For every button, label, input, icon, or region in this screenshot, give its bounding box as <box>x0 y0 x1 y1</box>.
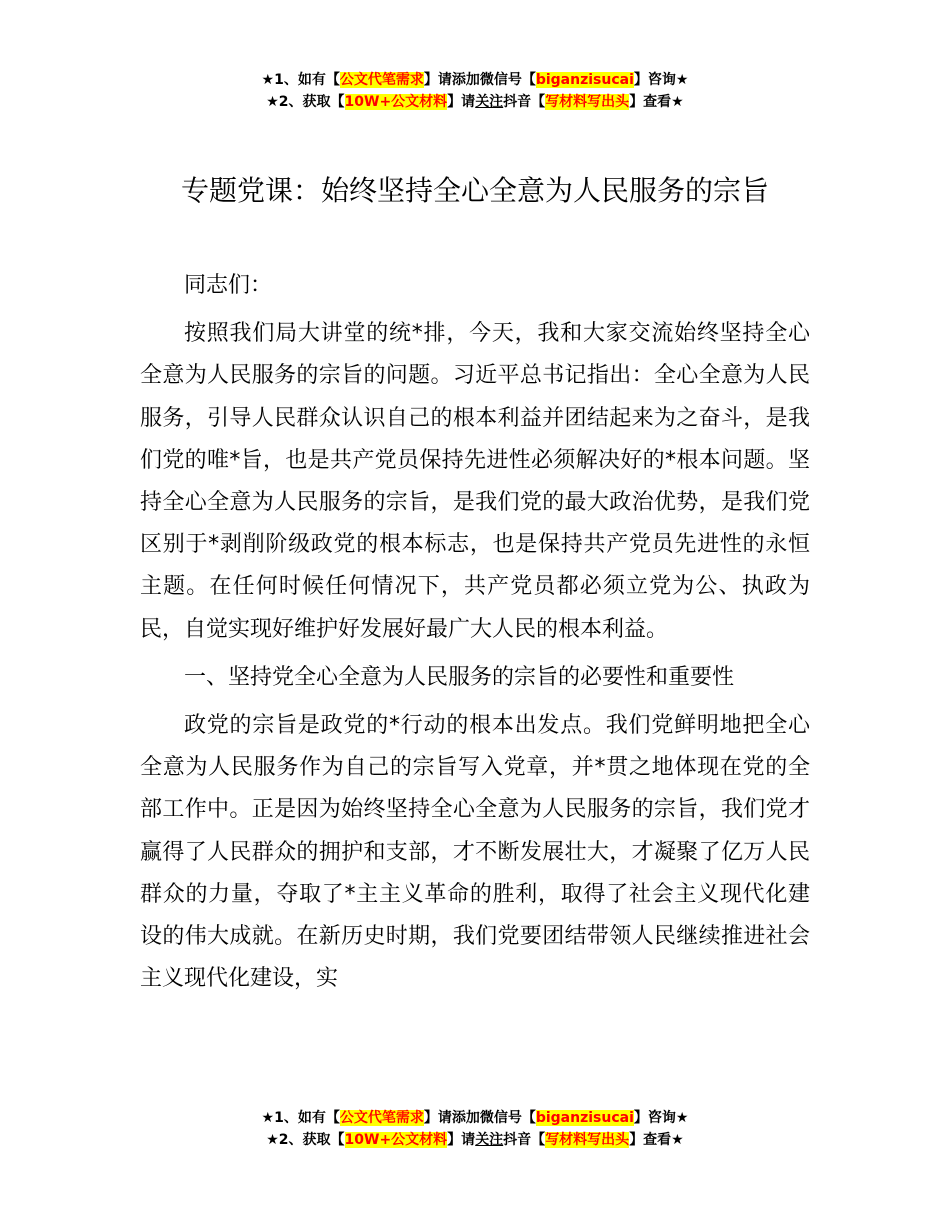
highlight-wechat-id: biganzisucai <box>535 72 634 88</box>
highlight-ghostwriting: 公文代笔需求 <box>339 72 424 88</box>
paragraph: 政党的宗旨是政党的*行动的根本出发点。我们党鲜明地把全心全意为人民服务作为自己的宗旨写入党章，并*贯之地体现在党的全部工作中。正是因为始终坚持全心全意为人民服务的宗旨，我们党才赢得了人民群众的拥护和支部，才不断发展壮大，才凝聚了亿万人民群众的力量，夺取了*主主义革命的胜利，取得了社会主义现代化建设的伟大成就。在新历史时期，我们党要团结带领人民继续推进社会主义现代化建设，实 <box>140 713 810 992</box>
banner-line-1 <box>0 69 950 91</box>
document-title: 专题党课：始终坚持全心全意为人民服务的宗旨 <box>180 174 769 207</box>
banner-line-1 <box>0 1107 950 1129</box>
banner-text: 抖音【 <box>503 1132 546 1148</box>
banner-text: 】请 <box>447 1132 476 1148</box>
highlight-ghostwriting: 公文代笔需求 <box>339 1110 424 1126</box>
banner-text: 】请 <box>447 94 476 110</box>
banner-line-2 <box>0 91 950 113</box>
highlight-wechat-id: biganzisucai <box>535 1110 634 1126</box>
highlight-materials: 10W+公文材料 <box>344 1132 448 1148</box>
follow-text: 关注 <box>475 1132 504 1148</box>
banner-text: 】查看★ <box>629 1132 684 1148</box>
header-banner <box>0 69 950 113</box>
banner-text: ★1、如有【 <box>261 1110 340 1126</box>
banner-text: 】咨询★ <box>633 1110 689 1126</box>
highlight-materials: 10W+公文材料 <box>344 94 448 110</box>
section-heading: 一、坚持党全心全意为人民服务的宗旨的必要性和重要性 <box>184 664 735 690</box>
document-body <box>140 265 810 1006</box>
banner-text: 抖音【 <box>503 94 546 110</box>
banner-line-2 <box>0 1129 950 1151</box>
highlight-douyin-account: 写材料写出头 <box>545 94 630 110</box>
highlight-douyin-account: 写材料写出头 <box>545 1132 630 1148</box>
greeting: 同志们： <box>184 273 273 298</box>
banner-text: 】咨询★ <box>633 72 689 88</box>
banner-text: 】查看★ <box>629 94 684 110</box>
banner-text: ★2、获取【 <box>266 1132 345 1148</box>
banner-text: ★1、如有【 <box>261 72 340 88</box>
banner-text: ★2、获取【 <box>266 94 345 110</box>
banner-text: 】请添加微信号【 <box>423 72 536 88</box>
paragraph: 按照我们局大讲堂的统*排，今天，我和大家交流始终坚持全心全意为人民服务的宗旨的问题。习近平总书记指出：全心全意为人民服务，引导人民群众认识自己的根本利益并团结起来为之奋斗，是我们党的唯*旨，也是共产党员保持先进性必须解决好的*根本问题。坚持全心全意为人民服务的宗旨，是我们党的最大政治优势，是我们党区别于*剥削阶级政党的根本标志，也是保持共产党员先进性的永恒主题。在任何时候任何情况下，共产党员都必须立党为公、执政为民，自觉实现好维护好发展好最广大人民的根本利益。 <box>140 321 810 642</box>
follow-text: 关注 <box>475 94 504 110</box>
footer-banner <box>0 1107 950 1151</box>
banner-text: 】请添加微信号【 <box>423 1110 536 1126</box>
